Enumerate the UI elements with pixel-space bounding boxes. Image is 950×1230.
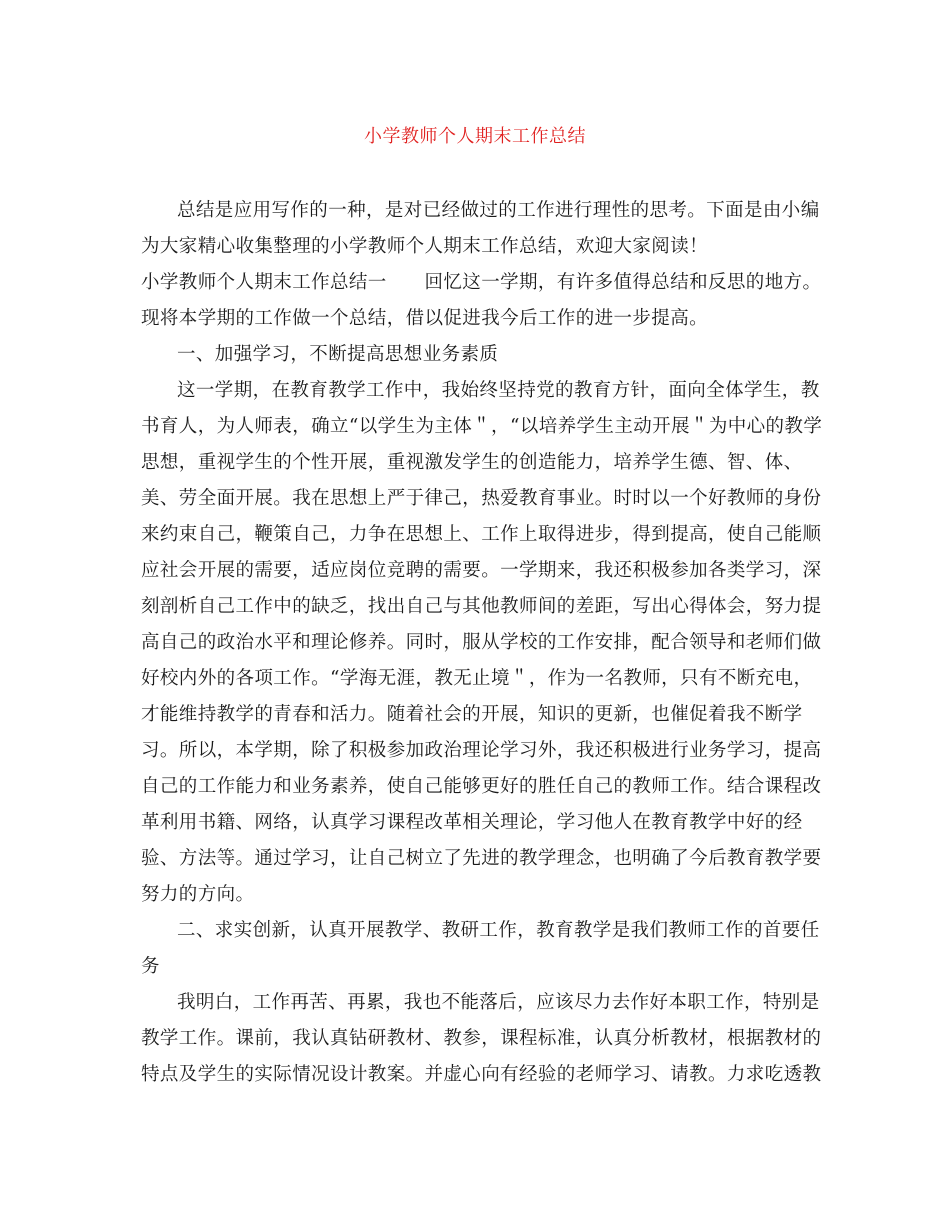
text-line: 教学工作。课前，我认真钻研教材、教参，课程标准，认真分析教材，根据教材的 (141, 1028, 822, 1049)
text-line: 验、方法等。通过学习，让自己树立了先进的教学理念，也明确了今后教育教学要 (141, 848, 822, 869)
text-line: 特点及学生的实际情况设计教案。并虚心向有经验的老师学习、请教。力求吃透教 (141, 1064, 822, 1085)
text-line: 来约束自己，鞭策自己，力争在思想上、工作上取得进步，得到提高，使自己能顺 (141, 524, 822, 545)
text-line: 应社会开展的需要，适应岗位竞聘的需要。一学期来，我还积极参加各类学习，深 (141, 560, 822, 581)
text-line: 美、劳全面开展。我在思想上严于律己，热爱教育事业。时时以一个好教师的身份 (141, 488, 822, 509)
text-line: 总结是应用写作的一种，是对已经做过的工作进行理性的思考。下面是由小编 (177, 200, 820, 221)
text-line: 小学教师个人期末工作总结一 回忆这一学期，有许多值得总结和反思的地方。 (141, 272, 822, 293)
text-line: 刻剖析自己工作中的缺乏，找出自己与其他教师间的差距，写出心得体会，努力提 (141, 596, 822, 617)
text-line: 书育人，为人师表，确立“以学生为主体＂，“以培养学生主动开展＂为中心的教学 (141, 416, 823, 437)
text-line: 我明白，工作再苦、再累，我也不能落后，应该尽力去作好本职工作，特别是 (177, 992, 820, 1013)
text-line: 这一学期，在教育教学工作中，我始终坚持党的教育方针，面向全体学生，教 (177, 380, 820, 401)
text-line: 高自己的政治水平和理论修养。同时，服从学校的工作安排，配合领导和老师们做 (141, 632, 822, 653)
text-line: 努力的方向。 (141, 884, 255, 905)
text-line: 思想，重视学生的个性开展，重视激发学生的创造能力，培养学生德、智、体、 (141, 452, 803, 473)
section-heading: 务 (141, 956, 160, 977)
section-heading: 二、求实创新，认真开展教学、教研工作，教育教学是我们教师工作的首要任 (177, 920, 820, 941)
text-line: 革利用书籍、网络，认真学习课程改革相关理论，学习他人在教育教学中好的经 (141, 812, 803, 833)
text-line: 为大家精心收集整理的小学教师个人期末工作总结，欢迎大家阅读！ (141, 236, 709, 257)
text-line: 自己的工作能力和业务素养，使自己能够更好的胜任自己的教师工作。结合课程改 (141, 776, 822, 797)
document-title: 小学教师个人期末工作总结 (364, 126, 586, 147)
text-line: 才能维持教学的青春和活力。随着社会的开展，知识的更新，也催促着我不断学 (141, 704, 803, 725)
text-line: 现将本学期的工作做一个总结，借以促进我今后工作的进一步提高。 (141, 308, 709, 329)
section-heading: 一、加强学习，不断提高思想业务素质 (177, 344, 499, 365)
text-line: 好校内外的各项工作。“学海无涯，教无止境＂，作为一名教师，只有不断充电， (141, 668, 813, 689)
text-line: 习。所以，本学期，除了积极参加政治理论学习外，我还积极进行业务学习，提高 (141, 740, 822, 761)
